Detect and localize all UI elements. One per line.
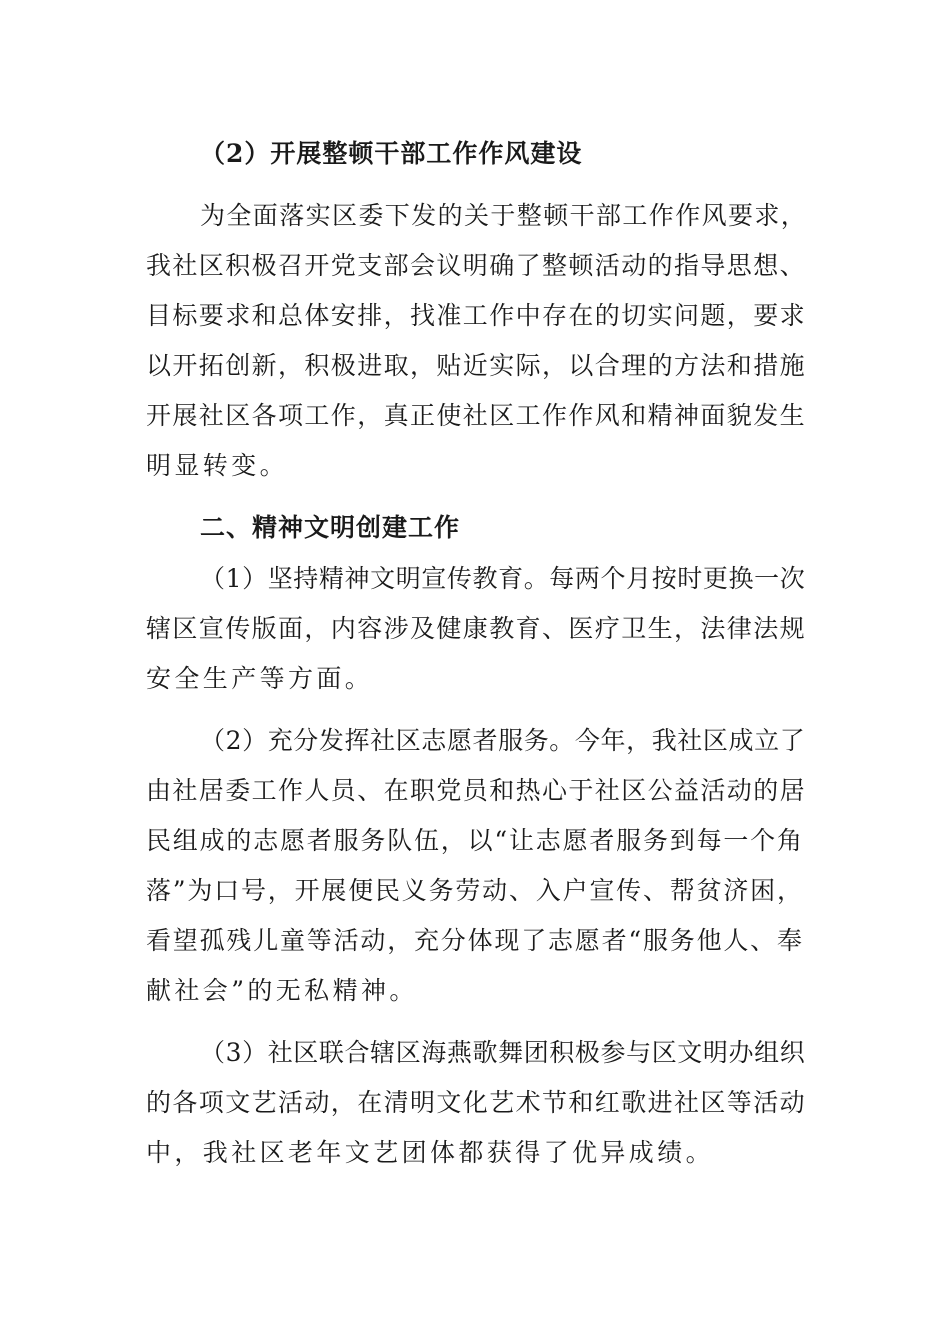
paragraph-line: 中，我社区老年文艺团体都获得了优异成绩。 [146,1138,715,1167]
paragraph-line: 看望孤残儿童等活动，充分体现了志愿者“服务他人、奉 [146,926,804,955]
paragraph-line: 目标要求和总体安排，找准工作中存在的切实问题，要求 [146,301,807,330]
paragraph-line: 民组成的志愿者服务队伍，以“让志愿者服务到每一个角 [146,826,804,855]
paragraph-line: （1）坚持精神文明宣传教育。每两个月按时更换一次 [200,564,806,593]
paragraph-line: 由社居委工作人员、在职党员和热心于社区公益活动的居 [146,776,807,805]
paragraph-line: 的各项文艺活动，在清明文化艺术节和红歌进社区等活动 [146,1088,807,1117]
paragraph-line: （3）社区联合辖区海燕歌舞团积极参与区文明办组织 [200,1038,806,1067]
paragraph-line: 辖区宣传版面，内容涉及健康教育、医疗卫生，法律法规 [146,614,807,643]
paragraph-line: 安全生产等方面。 [146,664,374,693]
paragraph-line: 献社会”的无私精神。 [146,976,418,1005]
paragraph-line: 明显转变。 [146,451,289,480]
paragraph-line: 为全面落实区委下发的关于整顿干部工作作风要求， [200,201,808,230]
section-heading-work-style: （2）开展整顿干部工作作风建设 [200,139,583,168]
paragraph-line: 开展社区各项工作，真正使社区工作作风和精神面貌发生 [146,401,807,430]
paragraph-line: （2）充分发挥社区志愿者服务。今年，我社区成立了 [200,726,806,755]
paragraph-line: 我社区积极召开党支部会议明确了整顿活动的指导思想、 [146,251,807,280]
section-heading-civilization: 二、精神文明创建工作 [200,513,461,542]
paragraph-line: 以开拓创新，积极进取，贴近实际，以合理的方法和措施 [146,351,807,380]
paragraph-line: 落”为口号，开展便民义务劳动、入户宣传、帮贫济困， [146,876,804,905]
